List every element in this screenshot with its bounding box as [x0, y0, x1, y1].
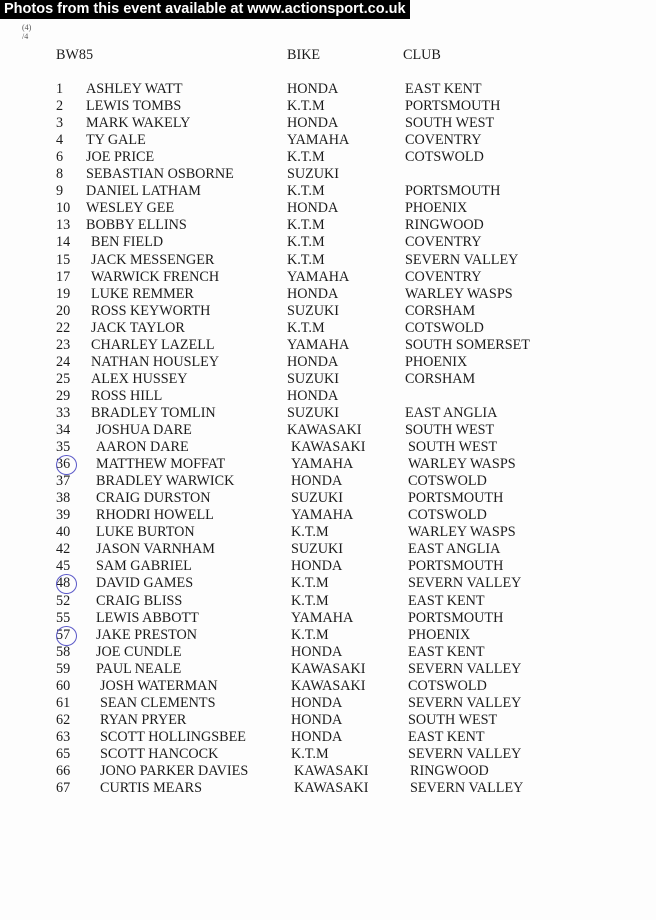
rider-bike: YAMAHA — [291, 507, 354, 523]
rider-number: 39 — [56, 507, 71, 523]
rider-name: CURTIS MEARS — [100, 780, 203, 796]
rider-number: 58 — [56, 644, 71, 660]
rider-number: 35 — [56, 439, 71, 455]
rider-name: SAM GABRIEL — [96, 558, 192, 574]
rider-name: JOSH WATERMAN — [100, 678, 218, 694]
rider-number: 48 — [56, 575, 71, 591]
rider-row — [0, 320, 656, 337]
rider-row — [0, 439, 656, 456]
rider-bike: YAMAHA — [291, 456, 354, 472]
rider-club: SOUTH WEST — [405, 422, 495, 438]
rider-name: SEBASTIAN OSBORNE — [86, 166, 234, 182]
rider-name: BOBBY ELLINS — [86, 217, 187, 233]
rider-club: RINGWOOD — [410, 763, 489, 779]
rider-row — [0, 354, 656, 371]
rider-bike: HONDA — [287, 286, 339, 302]
rider-row — [0, 81, 656, 98]
rider-club: EAST ANGLIA — [405, 405, 498, 421]
rider-number: 45 — [56, 558, 71, 574]
rider-row — [0, 388, 656, 405]
rider-club: EAST KENT — [408, 644, 485, 660]
rider-name: PAUL NEALE — [96, 661, 182, 677]
rider-bike: K.T.M — [291, 575, 329, 591]
rider-name: NATHAN HOUSLEY — [91, 354, 220, 370]
rider-club: EAST KENT — [405, 81, 482, 97]
rider-row — [0, 644, 656, 661]
rider-number: 13 — [56, 217, 71, 233]
rider-bike: HONDA — [291, 558, 343, 574]
rider-row — [0, 405, 656, 422]
rider-number: 14 — [56, 234, 71, 250]
rider-name: DAVID GAMES — [96, 575, 194, 591]
rider-club: CORSHAM — [405, 303, 476, 319]
rider-name: ROSS HILL — [91, 388, 163, 404]
rider-number: 25 — [56, 371, 71, 387]
rider-number: 63 — [56, 729, 71, 745]
rider-row — [0, 712, 656, 729]
rider-bike: SUZUKI — [291, 541, 344, 557]
rider-bike: SUZUKI — [287, 166, 340, 182]
rider-bike: HONDA — [291, 729, 343, 745]
rider-bike: KAWASAKI — [291, 661, 366, 677]
rider-bike: HONDA — [291, 473, 343, 489]
rider-bike: K.T.M — [291, 524, 329, 540]
rider-name: CRAIG DURSTON — [96, 490, 211, 506]
rider-bike: HONDA — [287, 354, 339, 370]
rider-bike: HONDA — [291, 695, 343, 711]
rider-bike: K.T.M — [287, 98, 325, 114]
rider-bike: HONDA — [287, 115, 339, 131]
rider-number: 19 — [56, 286, 71, 302]
rider-name: RYAN PRYER — [100, 712, 187, 728]
rider-row — [0, 558, 656, 575]
rider-row — [0, 200, 656, 217]
rider-name: SCOTT HOLLINGSBEE — [100, 729, 246, 745]
rider-name: JAKE PRESTON — [96, 627, 198, 643]
rider-name: ASHLEY WATT — [86, 81, 183, 97]
rider-bike: SUZUKI — [287, 405, 340, 421]
rider-row — [0, 234, 656, 251]
rider-club: PHOENIX — [408, 627, 471, 643]
rider-number: 38 — [56, 490, 71, 506]
rider-bike: HONDA — [291, 644, 343, 660]
rider-name: LEWIS ABBOTT — [96, 610, 199, 626]
rider-row — [0, 98, 656, 115]
rider-bike: K.T.M — [287, 149, 325, 165]
rider-number: 37 — [56, 473, 71, 489]
rider-row — [0, 371, 656, 388]
rider-number: 1 — [56, 81, 64, 97]
club-heading: CLUB — [403, 47, 441, 63]
rider-number: 55 — [56, 610, 71, 626]
rider-bike: K.T.M — [287, 252, 325, 268]
rider-club: WARLEY WASPS — [408, 456, 516, 472]
rider-name: LUKE REMMER — [91, 286, 194, 302]
rider-club: EAST ANGLIA — [408, 541, 501, 557]
rider-number: 60 — [56, 678, 71, 694]
rider-club: PORTSMOUTH — [405, 98, 501, 114]
rider-bike: HONDA — [287, 388, 339, 404]
rider-name: SEAN CLEMENTS — [100, 695, 216, 711]
rider-number: 29 — [56, 388, 71, 404]
rider-row — [0, 183, 656, 200]
watermark-banner[interactable]: Photos from this event available at www.actionsport.co.uk — [0, 0, 410, 19]
rider-bike: HONDA — [287, 200, 339, 216]
rider-number: 17 — [56, 269, 71, 285]
rider-club: COTSWOLD — [408, 678, 487, 694]
rider-number: 36 — [56, 456, 71, 472]
rider-bike: KAWASAKI — [294, 780, 369, 796]
rider-name: BRADLEY WARWICK — [96, 473, 235, 489]
rider-row — [0, 541, 656, 558]
rider-bike: YAMAHA — [287, 269, 350, 285]
rider-number: 59 — [56, 661, 71, 677]
rider-number: 57 — [56, 627, 71, 643]
rider-row — [0, 746, 656, 763]
rider-club: COTSWOLD — [408, 507, 487, 523]
rider-row — [0, 763, 656, 780]
rider-row — [0, 422, 656, 439]
bike-heading: BIKE — [287, 47, 321, 63]
rider-name: WESLEY GEE — [86, 200, 175, 216]
rider-name: JACK TAYLOR — [91, 320, 185, 336]
rider-club: PORTSMOUTH — [405, 183, 501, 199]
rider-number: 4 — [56, 132, 64, 148]
rider-row — [0, 490, 656, 507]
rider-club: COTSWOLD — [408, 473, 487, 489]
rider-club: PORTSMOUTH — [408, 558, 504, 574]
rider-club: SOUTH WEST — [408, 439, 498, 455]
rider-number: 24 — [56, 354, 71, 370]
rider-number: 20 — [56, 303, 71, 319]
rider-row — [0, 575, 656, 592]
rider-name: DANIEL LATHAM — [86, 183, 201, 199]
rider-bike: K.T.M — [287, 183, 325, 199]
rider-bike: HONDA — [287, 81, 339, 97]
pen-circle-mark — [56, 574, 77, 594]
rider-club: EAST KENT — [408, 729, 485, 745]
rider-club: COTSWOLD — [405, 149, 484, 165]
rider-number: 3 — [56, 115, 64, 131]
rider-number: 67 — [56, 780, 71, 796]
rider-name: JOE CUNDLE — [96, 644, 182, 660]
rider-club: COTSWOLD — [405, 320, 484, 336]
rider-club: PORTSMOUTH — [408, 490, 504, 506]
rider-bike: SUZUKI — [287, 371, 340, 387]
rider-number: 2 — [56, 98, 64, 114]
rider-club: PHOENIX — [405, 354, 468, 370]
rider-name: LEWIS TOMBS — [86, 98, 182, 114]
rider-row — [0, 661, 656, 678]
rider-number: 22 — [56, 320, 71, 336]
rider-number: 33 — [56, 405, 71, 421]
rider-club: SEVERN VALLEY — [408, 575, 522, 591]
rider-name: JOE PRICE — [86, 149, 155, 165]
rider-bike: KAWASAKI — [291, 439, 366, 455]
rider-row — [0, 695, 656, 712]
rider-bike: K.T.M — [291, 593, 329, 609]
class-heading: BW85 — [56, 47, 94, 63]
rider-row — [0, 149, 656, 166]
rider-name: TY GALE — [86, 132, 146, 148]
rider-club: SEVERN VALLEY — [408, 661, 522, 677]
rider-club: SOUTH WEST — [408, 712, 498, 728]
rider-bike: K.T.M — [291, 627, 329, 643]
rider-number: 10 — [56, 200, 71, 216]
rider-row — [0, 627, 656, 644]
rider-name: RHODRI HOWELL — [96, 507, 214, 523]
rider-bike: YAMAHA — [287, 337, 350, 353]
rider-name: BRADLEY TOMLIN — [91, 405, 216, 421]
rider-bike: K.T.M — [291, 746, 329, 762]
rider-name: CHARLEY LAZELL — [91, 337, 215, 353]
rider-club: COVENTRY — [405, 234, 482, 250]
rider-club: SEVERN VALLEY — [408, 746, 522, 762]
rider-name: JACK MESSENGER — [91, 252, 215, 268]
rider-name: ALEX HUSSEY — [91, 371, 188, 387]
rider-name: AARON DARE — [96, 439, 189, 455]
rider-row — [0, 217, 656, 234]
rider-number: 23 — [56, 337, 71, 353]
rider-name: LUKE BURTON — [96, 524, 195, 540]
rider-club: SEVERN VALLEY — [410, 780, 524, 796]
rider-bike: YAMAHA — [291, 610, 354, 626]
rider-club: PORTSMOUTH — [408, 610, 504, 626]
rider-name: ROSS KEYWORTH — [91, 303, 211, 319]
rider-bike: KAWASAKI — [294, 763, 369, 779]
rider-number: 42 — [56, 541, 71, 557]
rider-club: WARLEY WASPS — [405, 286, 513, 302]
rider-bike: HONDA — [291, 712, 343, 728]
rider-bike: YAMAHA — [287, 132, 350, 148]
rider-bike: K.T.M — [287, 234, 325, 250]
rider-row — [0, 593, 656, 610]
rider-club: SEVERN VALLEY — [405, 252, 519, 268]
rider-number: 62 — [56, 712, 71, 728]
rider-number: 6 — [56, 149, 64, 165]
rider-row — [0, 166, 656, 183]
rider-name: SCOTT HANCOCK — [100, 746, 219, 762]
rider-row — [0, 269, 656, 286]
rider-name: MARK WAKELY — [86, 115, 191, 131]
rider-number: 34 — [56, 422, 71, 438]
rider-row — [0, 456, 656, 473]
handwritten-scribble-mark: (4) /4 — [22, 23, 32, 41]
rider-name: WARWICK FRENCH — [91, 269, 220, 285]
rider-club: COVENTRY — [405, 132, 482, 148]
rider-row — [0, 337, 656, 354]
rider-name: JASON VARNHAM — [96, 541, 215, 557]
rider-club: RINGWOOD — [405, 217, 484, 233]
rider-club: SOUTH WEST — [405, 115, 495, 131]
rider-name: MATTHEW MOFFAT — [96, 456, 226, 472]
rider-club: PHOENIX — [405, 200, 468, 216]
rider-club: SEVERN VALLEY — [408, 695, 522, 711]
rider-row — [0, 610, 656, 627]
rider-number: 61 — [56, 695, 71, 711]
rider-row — [0, 524, 656, 541]
rider-number: 9 — [56, 183, 64, 199]
rider-bike: K.T.M — [287, 217, 325, 233]
rider-number: 8 — [56, 166, 64, 182]
rider-row — [0, 132, 656, 149]
rider-number: 40 — [56, 524, 71, 540]
rider-name: JONO PARKER DAVIES — [100, 763, 249, 779]
rider-number: 52 — [56, 593, 71, 609]
rider-bike: KAWASAKI — [291, 678, 366, 694]
rider-row — [0, 678, 656, 695]
rider-name: JOSHUA DARE — [96, 422, 192, 438]
rider-row — [0, 115, 656, 132]
rider-club: SOUTH SOMERSET — [405, 337, 530, 353]
rider-row — [0, 473, 656, 490]
rider-number: 15 — [56, 252, 71, 268]
list-header — [0, 47, 656, 64]
rider-row — [0, 507, 656, 524]
rider-row — [0, 286, 656, 303]
rider-row — [0, 252, 656, 269]
rider-bike: SUZUKI — [287, 303, 340, 319]
pen-circle-mark — [56, 455, 77, 475]
rider-bike: KAWASAKI — [287, 422, 362, 438]
rider-row — [0, 729, 656, 746]
rider-number: 66 — [56, 763, 71, 779]
pen-circle-mark — [56, 626, 77, 646]
rider-club: CORSHAM — [405, 371, 476, 387]
rider-bike: K.T.M — [287, 320, 325, 336]
rider-bike: SUZUKI — [291, 490, 344, 506]
rider-name: BEN FIELD — [91, 234, 164, 250]
rider-row — [0, 780, 656, 797]
rider-number: 65 — [56, 746, 71, 762]
rider-club: COVENTRY — [405, 269, 482, 285]
rider-name: CRAIG BLISS — [96, 593, 183, 609]
rider-club: EAST KENT — [408, 593, 485, 609]
rider-row — [0, 303, 656, 320]
rider-club: WARLEY WASPS — [408, 524, 516, 540]
